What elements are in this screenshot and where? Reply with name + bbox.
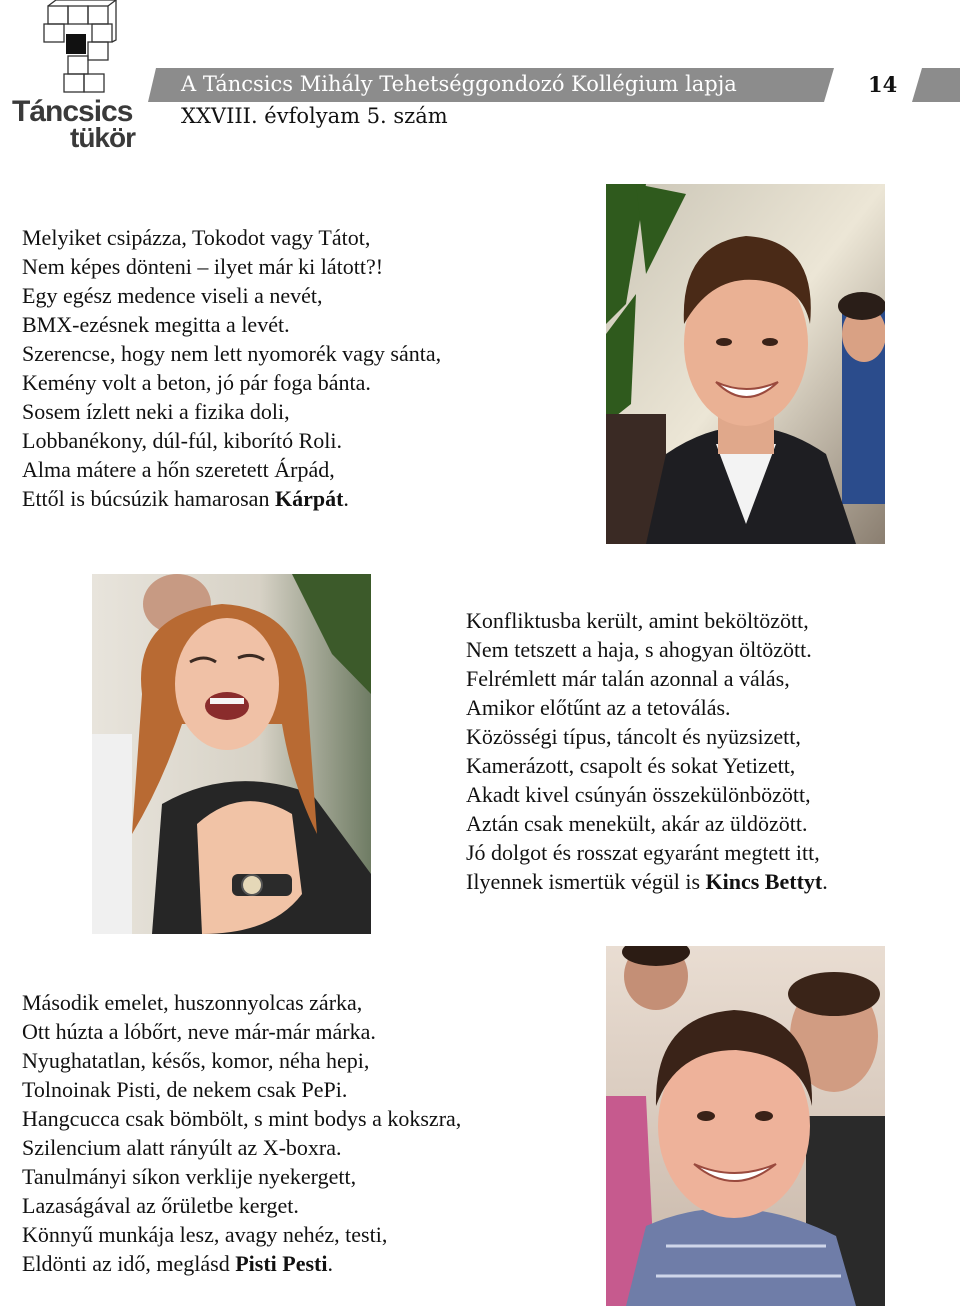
header-corner-bar: [912, 68, 960, 102]
poem-line: Második emelet, huszonnyolcas zárka,: [22, 990, 363, 1015]
poem-line-text: Ettől is búcsúzik hamarosan: [22, 486, 275, 511]
poem-line: Nem képes dönteni – ilyet már ki látott?!: [22, 254, 384, 279]
poem-last-line: [466, 867, 828, 896]
poem-line: Jó dolgot és rosszat egyaránt megtett itt,: [466, 840, 820, 865]
poem-line: Hangcucca csak bömbölt, s mint bodys a kokszra,: [22, 1106, 462, 1131]
poem-line: Szerencse, hogy nem lett nyomorék vagy sánta,: [22, 341, 442, 366]
portrait-photo-karpat: [606, 184, 885, 544]
poem-line: Sosem ízlett neki a fizika doli,: [22, 399, 290, 424]
poem-line-text: Eldönti az idő, meglásd: [22, 1251, 236, 1276]
poem-line: Tolnoinak Pisti, de nekem csak PePi.: [22, 1077, 348, 1102]
magazine-logo: [0, 0, 150, 155]
poem-line: Kemény volt a beton, jó pár foga bánta.: [22, 370, 371, 395]
poem-line: BMX-ezésnek megitta a levét.: [22, 312, 290, 337]
poem-line: Melyiket csipázza, Tokodot vagy Tátot,: [22, 225, 371, 250]
poem-line: Akadt kivel csúnyán összekülönbözött,: [466, 782, 811, 807]
poem-line: Nem tetszett a haja, s ahogyan öltözött.: [466, 637, 812, 662]
cube-logo-icon: [0, 0, 150, 110]
poem-karpat: [22, 223, 441, 513]
logo-text: Táncsics: [12, 95, 133, 128]
poem-last-line: [22, 1249, 461, 1278]
poem-line: Aztán csak menekült, akár az üldözött.: [466, 811, 808, 836]
poem-line-end: .: [343, 486, 349, 511]
magazine-title: A Táncsics Mihály Tehetséggondozó Kollégium lapja: [181, 72, 737, 96]
poem-last-line: [22, 484, 441, 513]
poem-subject-name: Pisti Pesti: [235, 1251, 328, 1276]
poem-line-end: .: [327, 1251, 333, 1276]
poem-line: Egy egész medence viseli a nevét,: [22, 283, 323, 308]
poem-line-end: .: [822, 869, 828, 894]
poem-line: Kamerázott, csapolt és sokat Yetizett,: [466, 753, 796, 778]
poem-kincs-betty: [466, 606, 828, 896]
page-number: 14: [868, 72, 898, 97]
poem-subject-name: Kárpát: [274, 486, 344, 511]
poem-pisti-pesti: [22, 988, 461, 1278]
portrait-photo-pisti-pesti: [606, 946, 885, 1306]
poem-line: Közösségi típus, táncolt és nyüzsizett,: [466, 724, 801, 749]
logo-text: tükör: [70, 122, 135, 153]
poem-line: Lazaságával az őrületbe kerget.: [22, 1193, 299, 1218]
poem-line: Lobbanékony, dúl-fúl, kiborító Roli.: [22, 428, 342, 453]
portrait-photo-kincs-betty: [92, 574, 371, 934]
poem-line: Konfliktusba került, amint beköltözött,: [466, 608, 809, 633]
poem-line: Tanulmányi síkon verklije nyekergett,: [22, 1164, 357, 1189]
poem-line: Felrémlett már talán azonnal a válás,: [466, 666, 790, 691]
poem-line: Ott húzta a lóbőrt, neve már-már márka.: [22, 1019, 376, 1044]
poem-subject-name: Kincs Bettyt: [705, 869, 823, 894]
poem-line: Nyughatatlan, késős, komor, néha hepi,: [22, 1048, 370, 1073]
poem-line: Alma mátere a hőn szeretett Árpád,: [22, 457, 335, 482]
poem-line: Könnyű munkája lesz, avagy nehéz, testi,: [22, 1222, 388, 1247]
poem-line: Szilencium alatt rányúlt az X-boxra.: [22, 1135, 342, 1160]
poem-line: Amikor előtűnt az a tetoválás.: [466, 695, 731, 720]
poem-line-text: Ilyennek ismertük végül is: [466, 869, 706, 894]
issue-label: XXVIII. évfolyam 5. szám: [181, 104, 448, 128]
